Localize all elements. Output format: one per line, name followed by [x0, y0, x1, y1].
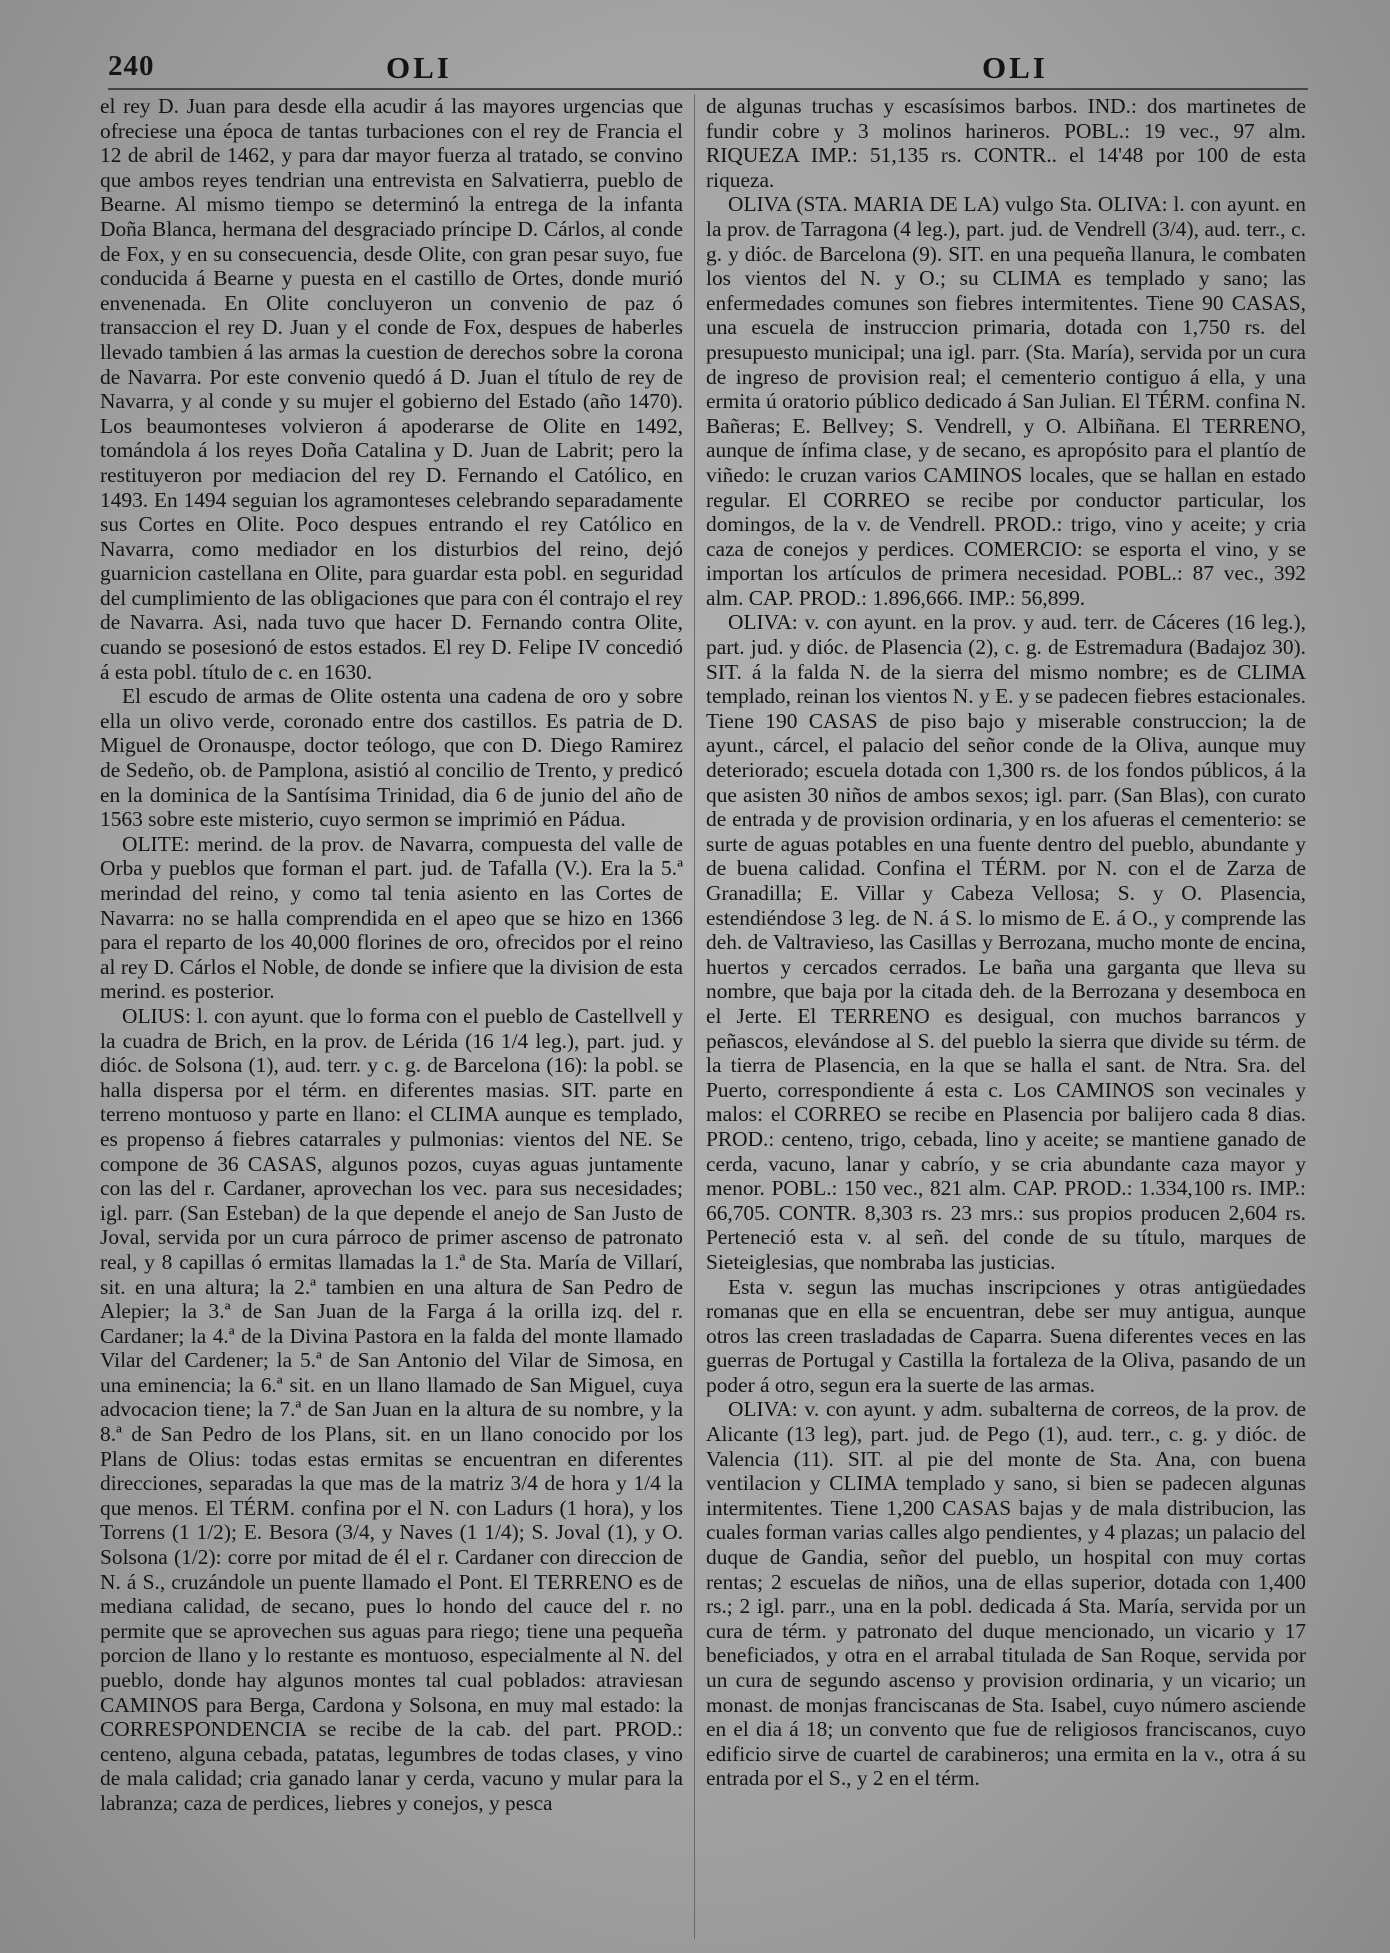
- text-column-left: [100, 94, 683, 1944]
- text-column-right: [706, 94, 1306, 1944]
- paragraph: Esta v. segun las muchas inscripciones y otras antigüedades romanas que en ella se encuentran, debe ser muy antigua, aunque otros las creen trasladadas de Caparra. Suena diferentes veces en las guerras de Portugal y Castilla la fortaleza de la Oliva, pasando de un poder á otro, segun era la suerte de las armas.: [706, 1274, 1306, 1397]
- entry-olite-merindad: OLITE: merind. de la prov. de Navarra, compuesta del valle de Orba y pueblos que forman el part. jud. de Tafalla (V.). Era la 5.ª merindad del reino, y como tal tenia asiento en las Cortes de Navarra: no se halla comprendida en el apeo que se hizo en 1366 para el reparto de los 40,000 florines de oro, ofrecidos por el reino al rey D. Cárlos el Noble, de donde se infiere que la division de esta merind. es posterior.: [100, 831, 683, 1004]
- paragraph: de algunas truchas y escasísimos barbos. IND.: dos martinetes de fundir cobre y 3 molinos harineros. POBL.: 19 vec., 97 alm. RIQUEZA IMP.: 51,135 rs. CONTR.. el 14'48 por 100 de esta riqueza.: [706, 94, 1306, 192]
- page-number: 240: [108, 50, 155, 82]
- running-headword-left: OLI: [386, 50, 452, 85]
- paragraph: El escudo de armas de Olite ostenta una cadena de oro y sobre ella un olivo verde, coronado entre dos castillos. Es patria de D. Miguel de Oronauspe, doctor teólogo, que con D. Diego Ramirez de Sedeño, ob. de Pamplona, asistió al concilio de Trento, y predicó en la dominica de la Santísima Trinidad, dia 6 de junio del año de 1563 sobre este misterio, cuyo sermon se imprimió en Pádua.: [100, 684, 683, 832]
- header-rule: [108, 88, 1308, 90]
- entry-olius: OLIUS: l. con ayunt. que lo forma con el pueblo de Castellvell y la cuadra de Brich, en la prov. de Lérida (16 1/4 leg.), part. jud. y dióc. de Solsona (1), aud. terr. y c. g. de Barcelona (16): la pobl. se halla dispersa por el térm. en diferentes masias. SIT. parte en terreno montuoso y parte en llano: el CLIMA aunque es templado, es propenso á fiebres catarrales y pulmonias: vientos del NE. Se compone de 36 CASAS, algunos pozos, cuyas aguas juntamente con las del r. Cardaner, aprovechan los vec. para sus necesidades; igl. parr. (San Esteban) de la que depende el anejo de San Justo de Joval, servida por un cura párroco de primer ascenso de patronato real, y 8 capillas ó ermitas llamadas la 1.ª de Sta. María de Villarí, sit. en una altura; la 2.ª tambien en una altura de San Pedro de Alepier; la 3.ª de San Juan de la Farga á la orilla izq. del r. Cardaner; la 4.ª de la Divina Pastora en la falda del monte llamado Vilar del Cardener; la 5.ª de San Antonio del Vilar de Simosa, en una eminencia; la 6.ª sit. en un llano llamado de San Miguel, cuya advocacion tiene; la 7.ª de San Juan en la altura de su nombre, y la 8.ª de San Pedro de los Plans, sit. en un llano conocido por los Plans de Olius: todas estas ermitas se encuentran en diferentes direcciones, separadas la que mas de la matriz 3/4 de hora y 1/4 la que menos. El TÉRM. confina por el N. con Ladurs (1 hora), y los Torrens (1 1/2); E. Besora (3/4, y Naves (1 1/4); S. Joval (1), y O. Solsona (1/2): corre por mitad de él el r. Cardaner con direccion de N. á S., cruzándole un puente llamado el Pont. El TERRENO es de mediana calidad, de secano, pues lo hondo del cauce del r. no permite que se aprovechen sus aguas para riego; tiene una pequeña porcion de llano y lo restante es montuoso, especialmente al N. del pueblo, donde hay algunos montes tal cual poblados: atraviesan CAMINOS para Berga, Cardona y Solsona, en muy mal estado: la CORRESPONDENCIA se recibe de la cab. del part. PROD.: centeno, alguna cebada, patatas, legumbres de todas clases, y vino de mala calidad; cria ganado lanar y cerda, vacuno y mular para la labranza; caza de perdices, liebres y conejos, y pesca: [100, 1003, 683, 1815]
- column-divider: [694, 94, 695, 1939]
- entry-oliva-caceres: OLIVA: v. con ayunt. en la prov. y aud. terr. de Cáceres (16 leg.), part. jud. y dióc. de Plasencia (2), c. g. de Estremadura (Badajoz 30). SIT. á la falda N. de la sierra del mismo nombre; es de CLIMA templado, reinan los vientos N. y E. y se padecen fiebres estacionales. Tiene 190 CASAS de piso bajo y miserable construccion; la de ayunt., cárcel, el palacio del señor conde de la Oliva, aunque muy deteriorado; escuela dotada con 1,300 rs. de los fondos públicos, á la que asisten 30 niños de ambos sexos; igl. parr. (San Blas), con curato de entrada y de provision ordinaria, y en los afueras el cementerio: se surte de aguas potables en una fuente dentro del pueblo, abundante y de buena calidad. Confina el TÉRM. por N. con el de Zarza de Granadilla; E. Villar y Cabeza Vellosa; S. y O. Plasencia, estendiéndose 3 leg. de N. á S. lo mismo de E. á O., y comprende las deh. de Valtravieso, las Casillas y Berrozana, mucho monte de encina, huertos y cercados cerrados. Le baña una garganta que lleva su nombre, que baja por la citada deh. de la Berrozana y desemboca en el Jerte. El TERRENO es desigual, con muchos barrancos y peñascos, elevándose al S. del pueblo la sierra que divide su térm. de la tierra de Plasencia, en la que se halla el sant. de Ntra. Sra. del Puerto, correspondiente á esta c. Los CAMINOS son vecinales y malos: el CORREO se recibe en Plasencia por balijero cada 8 dias. PROD.: centeno, trigo, cebada, lino y aceite; se mantiene ganado de cerda, vacuno, lanar y cabrío, y se cria abundante caza mayor y menor. POBL.: 150 vec., 821 alm. CAP. PROD.: 1.334,100 rs. IMP.: 66,705. CONTR. 8,303 rs. 23 mrs.: sus propios producen 2,604 rs. Perteneció esta v. al señ. del conde de su título, marques de Sieteiglesias, que nombraba las justicias.: [706, 610, 1306, 1274]
- paragraph: el rey D. Juan para desde ella acudir á las mayores urgencias que ofreciese una época de tantas turbaciones con el rey de Francia el 12 de abril de 1462, y para dar mayor fuerza al tratado, se convino que ambos reyes tendrian una entrevista en Salvatierra, pueblo de Bearne. Al mismo tiempo se determinó la entrega de la infanta Doña Blanca, hermana del desgraciado príncipe D. Cárlos, al conde de Fox, y en su consecuencia, desde Olite, con gran pesar suyo, fue conducida á Bearne y puesta en el castillo de Ortes, donde murió envenenada. En Olite concluyeron un convenio de paz ó transaccion el rey D. Juan y el conde de Fox, despues de haberles llevado tambien á las armas la cuestion de derechos sobre la corona de Navarra. Por este convenio quedó á D. Juan el título de rey de Navarra, y al conde y su mujer el gobierno del Estado (año 1470). Los beaumonteses volvieron á apoderarse de Olite en 1492, tomándola á los reyes Doña Catalina y D. Juan de Labrit; pero la restituyeron por mediacion del rey D. Fernando el Católico, en 1493. En 1494 seguian los agramonteses celebrando separadamente sus Cortes en Olite. Poco despues entrando el rey Católico en Navarra, como mediador en los disturbios del reino, dejó guarnicion castellana en Olite, para guardar esta pobl. en seguridad del cumplimiento de las obligaciones que para con él contrajo el rey de Navarra. Asi, nada tuvo que hacer D. Fernando contra Olite, cuando se posesionó de estos estados. El rey D. Felipe IV concedió á esta pobl. título de c. en 1630.: [100, 94, 683, 684]
- entry-oliva-sta-maria: OLIVA (STA. MARIA DE LA) vulgo Sta. OLIVA: l. con ayunt. en la prov. de Tarragona (4 leg.), part. jud. de Vendrell (3/4), aud. terr., c. g. y dióc. de Barcelona (9). SIT. en una pequeña llanura, le combaten los vientos del N. y O.; su CLIMA es templado y sano; las enfermedades comunes son fiebres intermitentes. Tiene 90 CASAS, una escuela de instruccion primaria, dotada con 1,750 rs. del presupuesto municipal; una igl. parr. (Sta. María), servida por un cura de ingreso de provision real; el cementerio contiguo á ella, y una ermita ú oratorio público dedicado á San Julian. El TÉRM. confina N. Bañeras; E. Bellvey; S. Vendrell, y O. Albiñana. El TERRENO, aunque de ínfima clase, y de secano, es apropósito para el plantío de viñedo: le cruzan varios CAMINOS locales, que se hallan en estado regular. El CORREO se recibe por conductor particular, los domingos, de la v. de Vendrell. PROD.: trigo, vino y aceite; y cria caza de conejos y perdices. COMERCIO: se esporta el vino, y se importan los artículos de primera necesidad. POBL.: 87 vec., 392 alm. CAP. PROD.: 1.896,666. IMP.: 56,899.: [706, 192, 1306, 610]
- running-headword-right: OLI: [982, 50, 1048, 85]
- entry-oliva-alicante: OLIVA: v. con ayunt. y adm. subalterna de correos, de la prov. de Alicante (13 leg), part. jud. de Pego (1), aud. terr., c. g. y dióc. de Valencia (11). SIT. al pie del monte de Sta. Ana, con buena ventilacion y CLIMA templado y sano, si bien se padecen algunas intermitentes. Tiene 1,200 CASAS bajas y de mala distribucion, las cuales forman varias calles algo pendientes, y 4 plazas; un palacio del duque de Gandia, señor del pueblo, un hospital con muy cortas rentas; 2 escuelas de niños, una de ellas superior, dotada con 1,400 rs.; 2 igl. parr., una en la pobl. dedicada á Sta. María, servida por un cura de térm. y patronato del duque mencionado, un vicario y 17 beneficiados, y otra en el arrabal titulada de San Roque, servida por un cura de segundo ascenso y provision ordinaria, y un vicario; un monast. de monjas franciscanas de Sta. Isabel, cuyo número asciende en el dia á 18; un convento que fue de religiosos franciscanos, cuyo edificio sirve de cuartel de carabineros; una ermita en la v., otra á su entrada por el S., y 2 en el térm.: [706, 1397, 1306, 1791]
